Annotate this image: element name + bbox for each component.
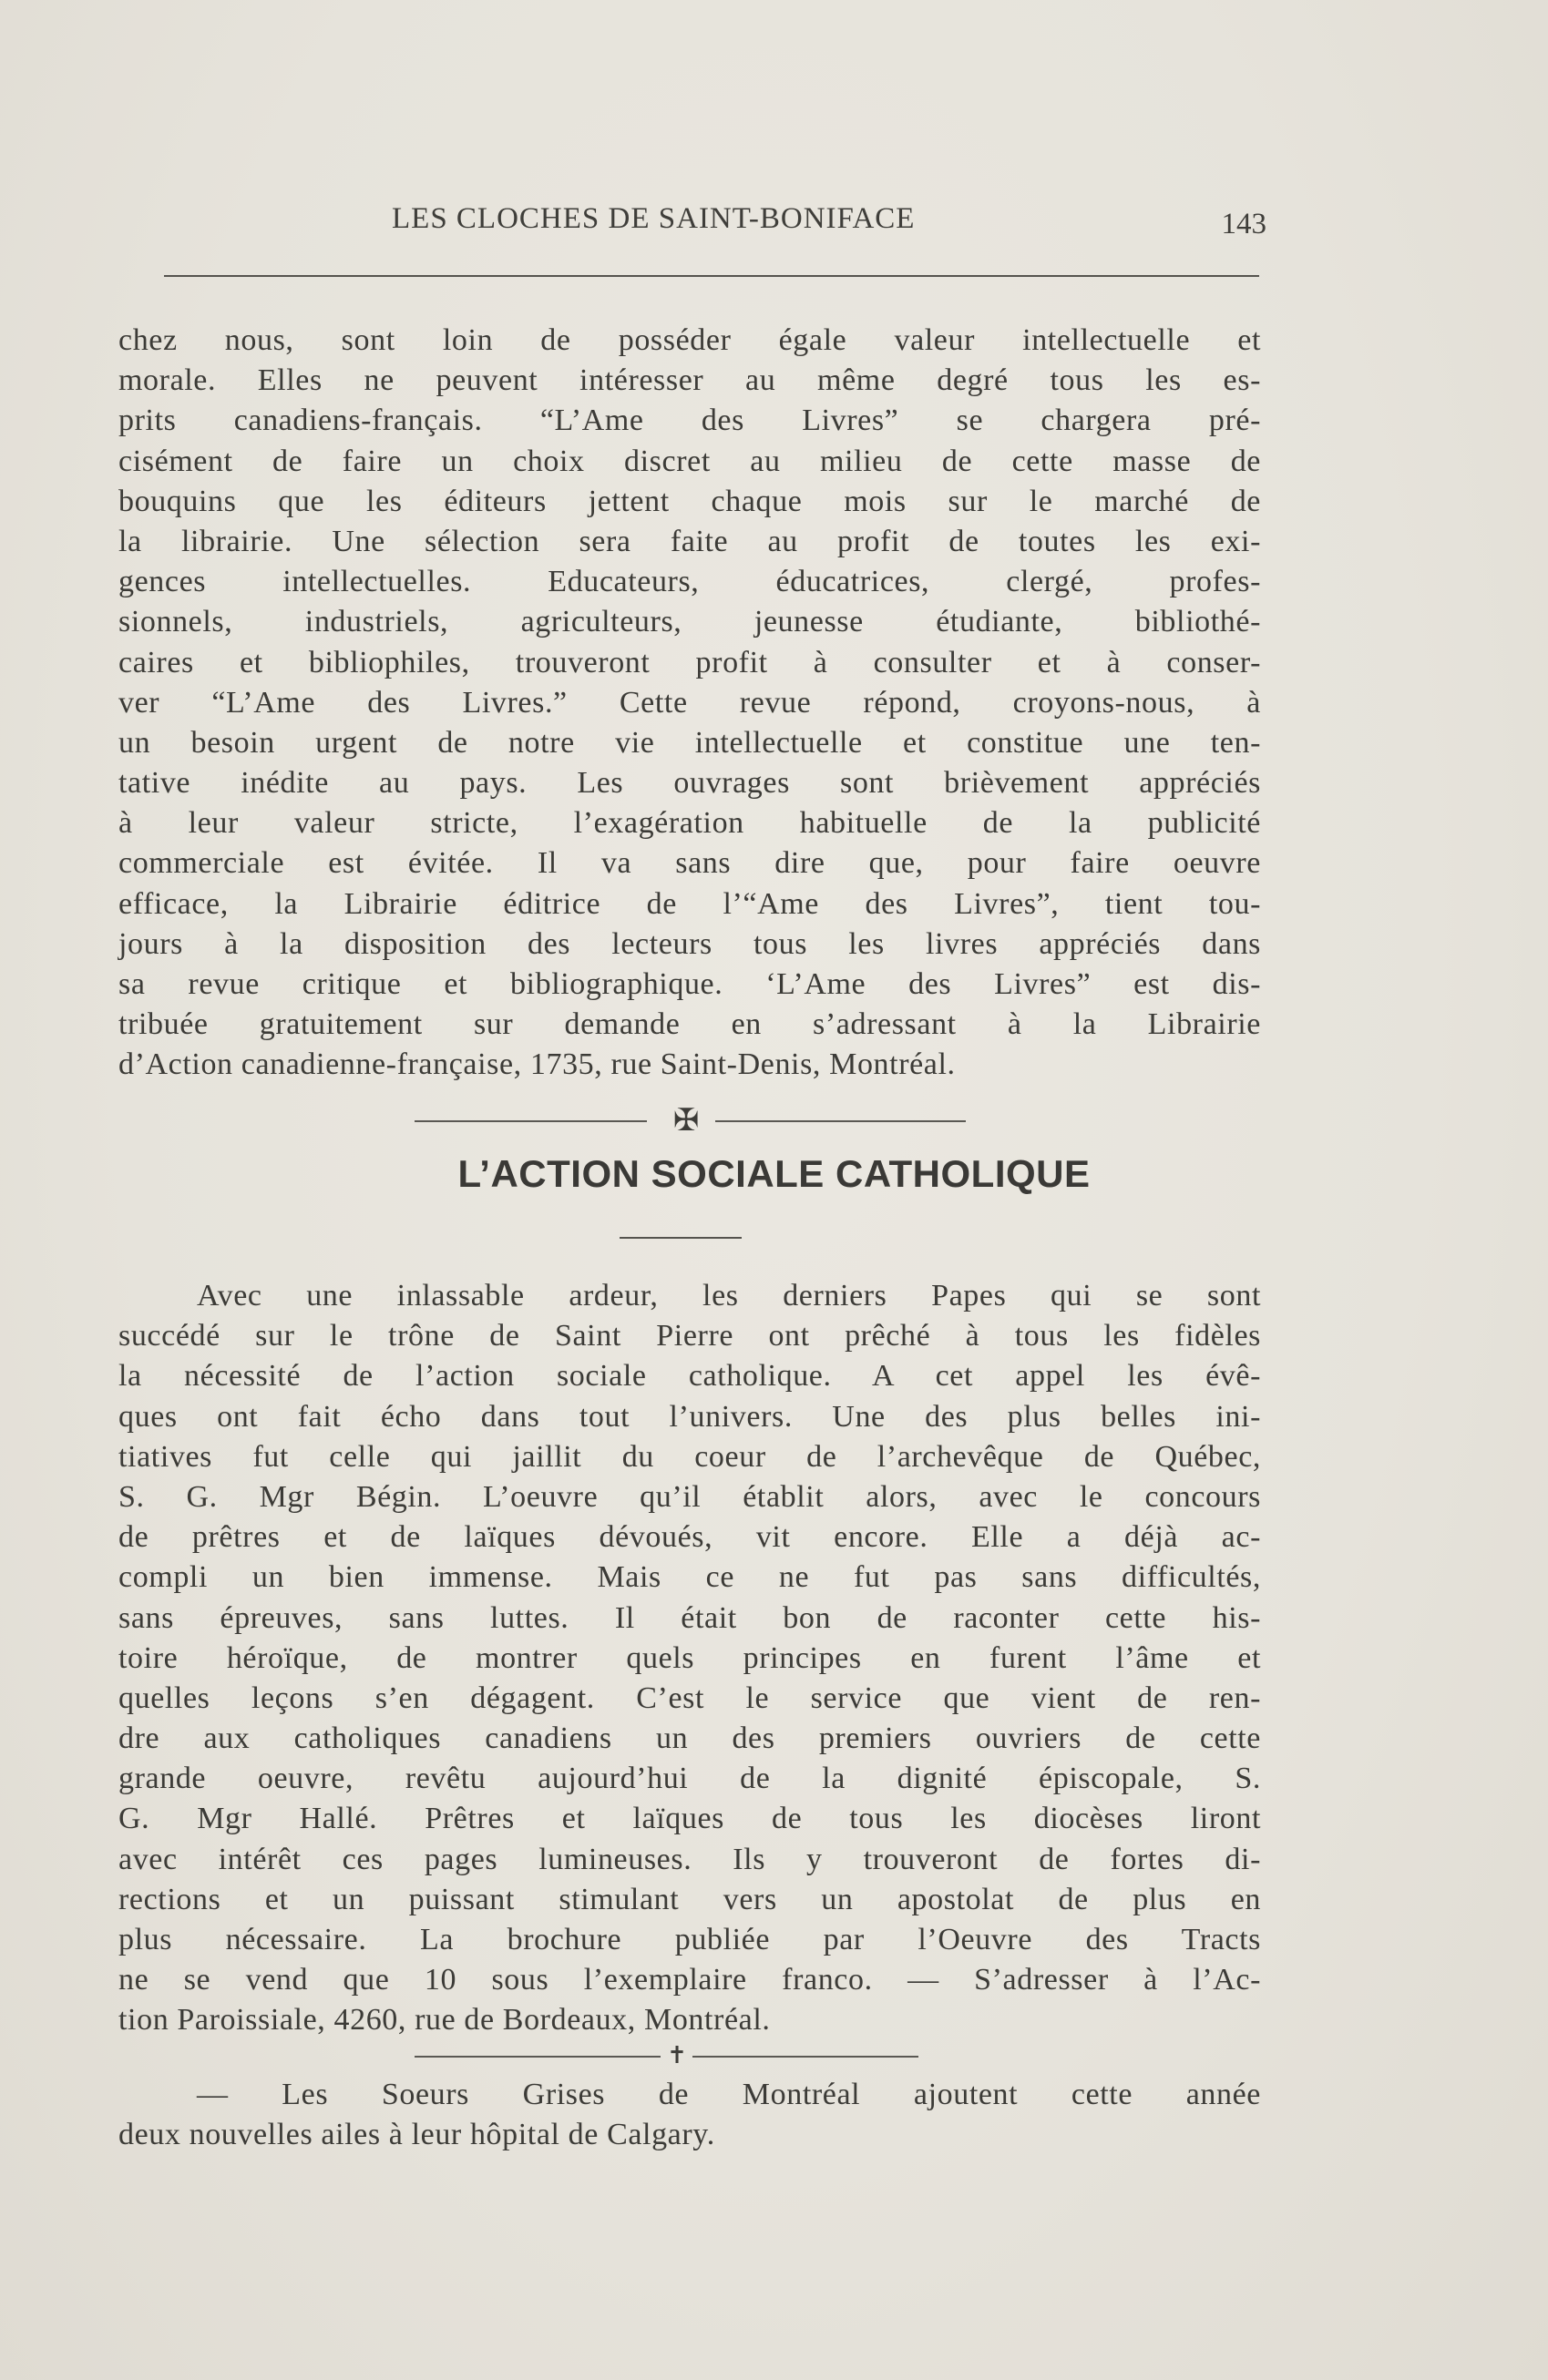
- text-line: sionnels, industriels, agriculteurs, jeunesse étudiante, bibliothé-: [118, 605, 1261, 639]
- text-line: S. G. Mgr Bégin. L’oeuvre qu’il établit alors, avec le concours: [118, 1479, 1261, 1514]
- text-line: tion Paroissiale, 4260, rue de Bordeaux, Montréal.: [118, 2003, 771, 2038]
- text-line: ques ont fait écho dans tout l’univers. Une des plus belles ini-: [118, 1399, 1261, 1434]
- text-line: cisément de faire un choix discret au milieu de cette masse de: [118, 444, 1261, 478]
- paragraph-soeurs-grises: [118, 2075, 1261, 2155]
- text-line: toire héroïque, de montrer quels principes en furent l’âme et: [118, 1640, 1261, 1675]
- paragraph-action-sociale: [118, 1276, 1261, 2041]
- text-line: un besoin urgent de notre vie intellectuelle et constitue une ten-: [118, 725, 1261, 760]
- small-cross-ornament-divider: [0, 2042, 1548, 2069]
- divider-rule-left: [415, 1120, 647, 1122]
- text-line: rections et un puissant stimulant vers un apostolat de plus en: [118, 1882, 1261, 1916]
- section-title: L’ACTION SOCIALE CATHOLIQUE: [457, 1152, 1091, 1195]
- text-line: dre aux catholiques canadiens un des premiers ouvriers de cette: [118, 1721, 1261, 1756]
- text-line: Avec une inlassable ardeur, les derniers Papes qui se sont: [197, 1279, 1261, 1313]
- text-line: — Les Soeurs Grises de Montréal ajoutent cette année: [197, 2078, 1261, 2111]
- text-line: tiatives fut celle qui jaillit du coeur de l’archevêque de Québec,: [118, 1439, 1261, 1474]
- text-line: de prêtres et de laïques dévoués, vit encore. Elle a déjà ac-: [118, 1520, 1261, 1555]
- text-line: ver “L’Ame des Livres.” Cette revue répond, croyons-nous, à: [118, 685, 1261, 720]
- text-line: avec intérêt ces pages lumineuses. Ils y trouveront de fortes di-: [118, 1842, 1261, 1876]
- text-line: tative inédite au pays. Les ouvrages sont brièvement appréciés: [118, 766, 1261, 801]
- text-line: chez nous, sont loin de posséder égale valeur intellectuelle et: [118, 323, 1261, 357]
- text-line: sans épreuves, sans luttes. Il était bon de raconter cette his-: [118, 1600, 1261, 1635]
- page-header: [118, 202, 1266, 239]
- text-line: gences intellectuelles. Educateurs, éducatrices, clergé, profes-: [118, 565, 1261, 599]
- title-underline-rule: [620, 1237, 742, 1239]
- text-line: caires et bibliophiles, trouveront profit à consulter et à conser-: [118, 645, 1261, 679]
- text-line: jours à la disposition des lecteurs tous les livres appréciés dans: [118, 926, 1261, 961]
- page-number: 143: [1221, 208, 1266, 240]
- paragraph-ame-des-livres: [118, 321, 1261, 1086]
- divider-rule-right: [715, 1120, 966, 1122]
- text-line: sa revue critique et bibliographique. ‘L’Ame des Livres” est dis-: [118, 967, 1261, 1001]
- text-line: morale. Elles ne peuvent intéresser au même degré tous les es-: [118, 363, 1261, 398]
- header-rule: [164, 275, 1259, 277]
- cross-ornament-divider: [0, 1102, 1548, 1139]
- text-line: deux nouvelles ailes à leur hôpital de Calgary.: [118, 2118, 715, 2152]
- maltese-cross-icon: ✠: [672, 1102, 700, 1139]
- text-line: succédé sur le trône de Saint Pierre ont prêché à tous les fidèles: [118, 1319, 1261, 1353]
- text-line: prits canadiens-français. “L’Ame des Livres” se chargera pré-: [118, 403, 1261, 438]
- running-title: LES CLOCHES DE SAINT-BONIFACE: [392, 202, 916, 235]
- text-line: bouquins que les éditeurs jettent chaque mois sur le marché de: [118, 484, 1261, 518]
- text-line: à leur valeur stricte, l’exagération habituelle de la publicité: [118, 806, 1261, 841]
- text-line: la nécessité de l’action sociale catholique. A cet appel les évê-: [118, 1359, 1261, 1394]
- text-line: ne se vend que 10 sous l’exemplaire franco. — S’adresser à l’Ac-: [118, 1963, 1261, 1997]
- text-line: quelles leçons s’en dégagent. C’est le service que vient de ren-: [118, 1680, 1261, 1715]
- text-line: commerciale est évitée. Il va sans dire que, pour faire oeuvre: [118, 846, 1261, 881]
- divider-rule-right: [692, 2056, 918, 2058]
- text-line: d’Action canadienne-française, 1735, rue Saint-Denis, Montréal.: [118, 1047, 956, 1082]
- cross-icon: ✝: [667, 2042, 687, 2069]
- text-line: grande oeuvre, revêtu aujourd’hui de la dignité épiscopale, S.: [118, 1762, 1261, 1796]
- text-line: compli un bien immense. Mais ce ne fut pas sans difficultés,: [118, 1560, 1261, 1595]
- divider-rule-left: [415, 2056, 661, 2058]
- text-line: G. Mgr Hallé. Prêtres et laïques de tous les diocèses liront: [118, 1802, 1261, 1836]
- text-line: tribuée gratuitement sur demande en s’adressant à la Librairie: [118, 1007, 1261, 1042]
- text-line: plus nécessaire. La brochure publiée par l’Oeuvre des Tracts: [118, 1923, 1261, 1956]
- text-line: la librairie. Une sélection sera faite au profit de toutes les exi-: [118, 524, 1261, 558]
- text-line: efficace, la Librairie éditrice de l’“Ame des Livres”, tient tou-: [118, 886, 1261, 921]
